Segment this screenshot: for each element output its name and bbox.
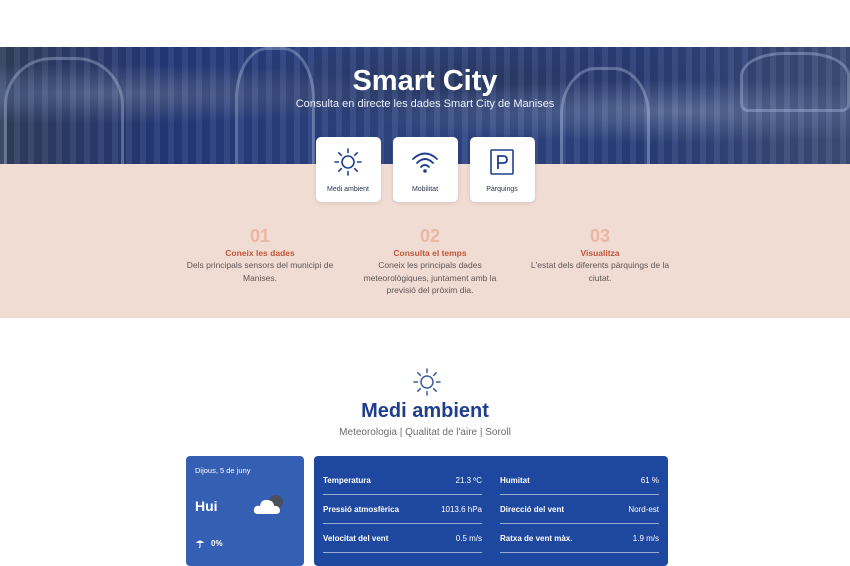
category-cards: [0, 137, 850, 202]
step-description: L'estat dels diferents pàrquings de la ciutat.: [530, 260, 670, 283]
cloudy-sun-icon: [252, 492, 290, 518]
metrics-column-left: [323, 466, 482, 566]
parking-icon: [487, 147, 517, 177]
metric-label: Temperatura: [323, 475, 371, 485]
metric-label: Ratxa de vent màx.: [500, 533, 573, 543]
metric-label: Humitat: [500, 475, 530, 485]
category-label: Medi ambient: [326, 186, 370, 193]
metric-label: Direcció del vent: [500, 504, 565, 514]
steps-list: [180, 226, 680, 297]
category-label: Pàrquings: [486, 186, 518, 193]
step-title: Coneix les dades: [225, 248, 295, 258]
category-card-parquings[interactable]: [470, 137, 535, 202]
step-item: [180, 226, 340, 297]
forecast-date: Dijous, 5 de juny: [195, 466, 251, 475]
step-number: 01: [249, 226, 271, 246]
metric-row-pressure: [323, 495, 482, 524]
metric-label: Pressió atmosfèrica: [323, 504, 400, 514]
metrics-column-right: [500, 466, 659, 566]
weather-metrics-panel: [314, 456, 668, 566]
step-number: 03: [589, 226, 611, 246]
category-card-mobilitat[interactable]: [393, 137, 458, 202]
metric-row-wind-direction: [500, 495, 659, 524]
category-label: Mobilitat: [411, 186, 439, 193]
metric-row-wind-speed: [323, 524, 482, 553]
metric-row-wind-gust: [500, 524, 659, 553]
step-item: [350, 226, 510, 297]
metric-label: Velocitat del vent: [323, 533, 389, 543]
section-subtitle: Meteorologia | Qualitat de l'aire | Soroll: [339, 427, 511, 438]
metric-value: 0.5 m/s: [455, 533, 482, 543]
step-title: Visualitza: [580, 248, 620, 258]
metric-value: 1.9 m/s: [632, 533, 659, 543]
metric-value: 21.3 ºC: [455, 475, 482, 485]
hero-title: Smart City: [352, 65, 498, 97]
top-navigation-bar: [0, 0, 850, 47]
step-number: 02: [419, 226, 441, 246]
sun-icon: [333, 147, 363, 177]
step-item: [520, 226, 680, 297]
wifi-icon: [410, 147, 440, 177]
metric-value: Nord-est: [628, 504, 659, 514]
hero-subtitle: Consulta en directe les dades Smart City de Manises: [295, 98, 555, 110]
sun-icon: [412, 367, 442, 397]
metric-row-humidity: [500, 466, 659, 495]
section-title: Medi ambient: [361, 400, 489, 422]
metric-value: 61 %: [640, 475, 659, 485]
forecast-day: Hui: [195, 498, 218, 514]
metric-row-temperature: [323, 466, 482, 495]
rain-value: 0%: [211, 538, 223, 548]
step-title: Consulta el temps: [393, 248, 467, 258]
step-description: Coneix les principals dades meteorològiques, juntament amb la previsió del pròxim dia.: [363, 260, 497, 295]
metric-value: 1013.6 hPa: [441, 504, 482, 514]
today-forecast-card: [186, 456, 304, 566]
rain-probability: [195, 538, 223, 548]
step-description: Dels principals sensors del municipi de Manises.: [186, 260, 334, 283]
category-card-medi-ambient[interactable]: [316, 137, 381, 202]
umbrella-icon: [195, 538, 205, 548]
